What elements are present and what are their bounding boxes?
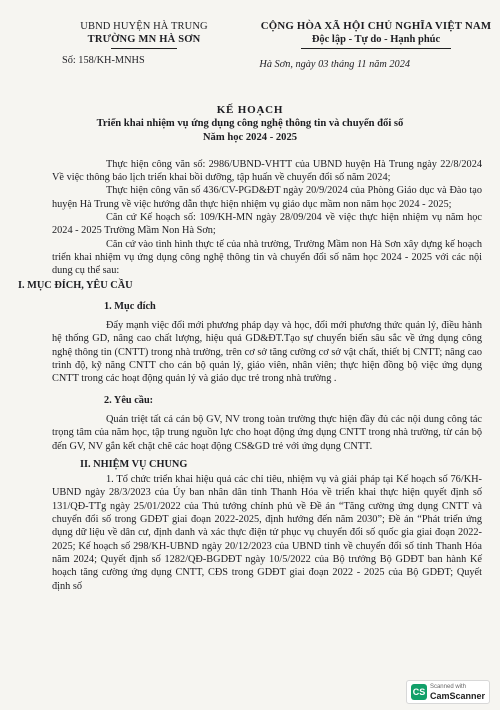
national-motto: Độc lập - Tự do - Hạnh phúc [311,34,441,46]
section-2-heading: II. NHIỆM VỤ CHUNG [80,458,188,470]
title-subject: Triển khai nhiệm vụ ứng dụng công nghệ thông tin và chuyển đổi số [96,118,404,130]
issuer-block [70,20,218,49]
camscanner-caption: Scanned with [429,684,466,690]
section-1-heading: I. MỤC ĐÍCH, YÊU CẦU [18,279,133,291]
document-body [18,158,482,593]
issuer-district: UBND HUYỆN HÀ TRUNG [80,21,208,32]
section-1-2-heading: 2. Yêu cầu: [104,394,154,406]
national-motto-block [250,20,500,49]
title-main: KẾ HOẠCH [216,104,284,116]
motto-underline [301,48,451,49]
document-title [18,104,482,144]
camscanner-logo-icon: CS [411,684,427,700]
section-1-1-text: Đẩy mạnh việc đổi mới phương pháp dạy và học, đổi mới phương thức quản lý, điều hành hệ thống GD, nâng cao chất lượng, hiệu quả GD&ĐT.Tạo sự chuyển biến sâu sắc về ứng dụng công nghệ thông tin (CNTT) trong nhà trường, trên cơ sở tăng cường cơ sở vật chất, thiết bị CNTT; nâng cao trình độ, kỹ năng CNTT cho cán bộ quản lý, giáo viên, nhân viên; thực hiện đồng bộ việc ứng dụng CNTT trong các hoạt động quản lý và giáo dục trẻ trong nhà trường . [52,320,482,385]
camscanner-name: CamScanner [429,691,485,701]
title-school-year: Năm học 2024 - 2025 [202,131,298,143]
camscanner-watermark [406,680,490,704]
country-name: CỘNG HÒA XÃ HỘI CHỦ NGHĨA VIỆT NAM [260,20,492,32]
document-number: Số: 158/KH-MNHS [62,55,145,66]
camscanner-text [430,683,485,701]
intro-paragraph: Căn cứ Kế hoạch số: 109/KH-MN ngày 28/09/204 về việc thực hiện nhiệm vụ năm học 2024 - 2025 Trường Mầm Non Hà Sơn; [52,212,482,237]
section-1-2-text: Quán triệt tất cả cán bộ GV, NV trong toàn trường thực hiện đầy đủ các nội dung công tác trọng tâm của năm học, tập trung nguồn lực cho hoạt động ứng dụng CNTT trong nhà trường, từ cán bộ đến GV, NV gắn kết chặt chẽ các hoạt động CS&GD trẻ với ứng dụng CNTT. [52,413,482,452]
document-date: Hà Sơn, ngày 03 tháng 11 năm 2024 [259,59,410,70]
intro-paragraph: Thực hiện công văn số: 2986/UBND-VHTT của UBND huyện Hà Trung ngày 22/8/2024 Về việc thông báo lịch triển khai bồi dưỡng, tập huấn về chuyển đổi số năm 2024; [52,158,482,184]
intro-paragraph: Căn cứ vào tình hình thực tế của nhà trường, Trường Mầm non Hà Sơn xây dựng kế hoạch triển khai nhiệm vụ ứng dụng công nghệ thông tin và chuyển đổi số năm học 2024 - 2025 với các nội dung cụ thể sau: [52,238,482,277]
issuer-underline [111,48,177,49]
section-2-text: 1. Tổ chức triển khai hiệu quả các chỉ tiêu, nhiệm vụ và giải pháp tại Kế hoạch số 76/KH-UBND ngày 28/3/2023 của Ủy ban nhân dân tỉnh Thanh Hóa về triển khai thực hiện quyết định số 131/QĐ-TTg ngày 25/01/2022 của Thủ tướng chính phủ về Đề án “Tăng cường ứng dụng CNTT và chuyển đổi số trong GDĐT giai đoạn 2022-2025, định hướng đến năm 2030”; Đề án “Phát triển ứng dụng dữ liệu về dân cư, định danh và xác thực điện tử phục vụ chuyển đổi số quốc gia giai đoạn 2022-2025; Kế hoạch số 298/KH-UBND ngày 20/12/2023 của UBND tỉnh về chuyển đổi số tỉnh Thanh Hóa năm 2024; Quyết định số 1282/QĐ-BGDĐT ngày 10/5/2022 của Bộ trưởng Bộ GDĐT ban hành Kế hoạch tăng cường ứng dụng CNTT, CĐS trong GDĐT giai đoạn 2022 - 2025 của Bộ GDĐT; Quyết định số [52,474,482,592]
document-header [18,18,492,76]
intro-paragraph: Thực hiện công văn số 436/CV-PGD&ĐT ngày 20/9/2024 của Phòng Giáo dục và Đào tạo huyện Hà Trung về việc hướng dẫn thực hiện nhiệm vụ giáo dục mầm non năm học 2024 - 2025; [52,185,482,210]
issuer-school: TRƯỜNG MN HÀ SƠN [87,34,201,46]
section-1-1-heading: 1. Mục đích [104,300,156,312]
